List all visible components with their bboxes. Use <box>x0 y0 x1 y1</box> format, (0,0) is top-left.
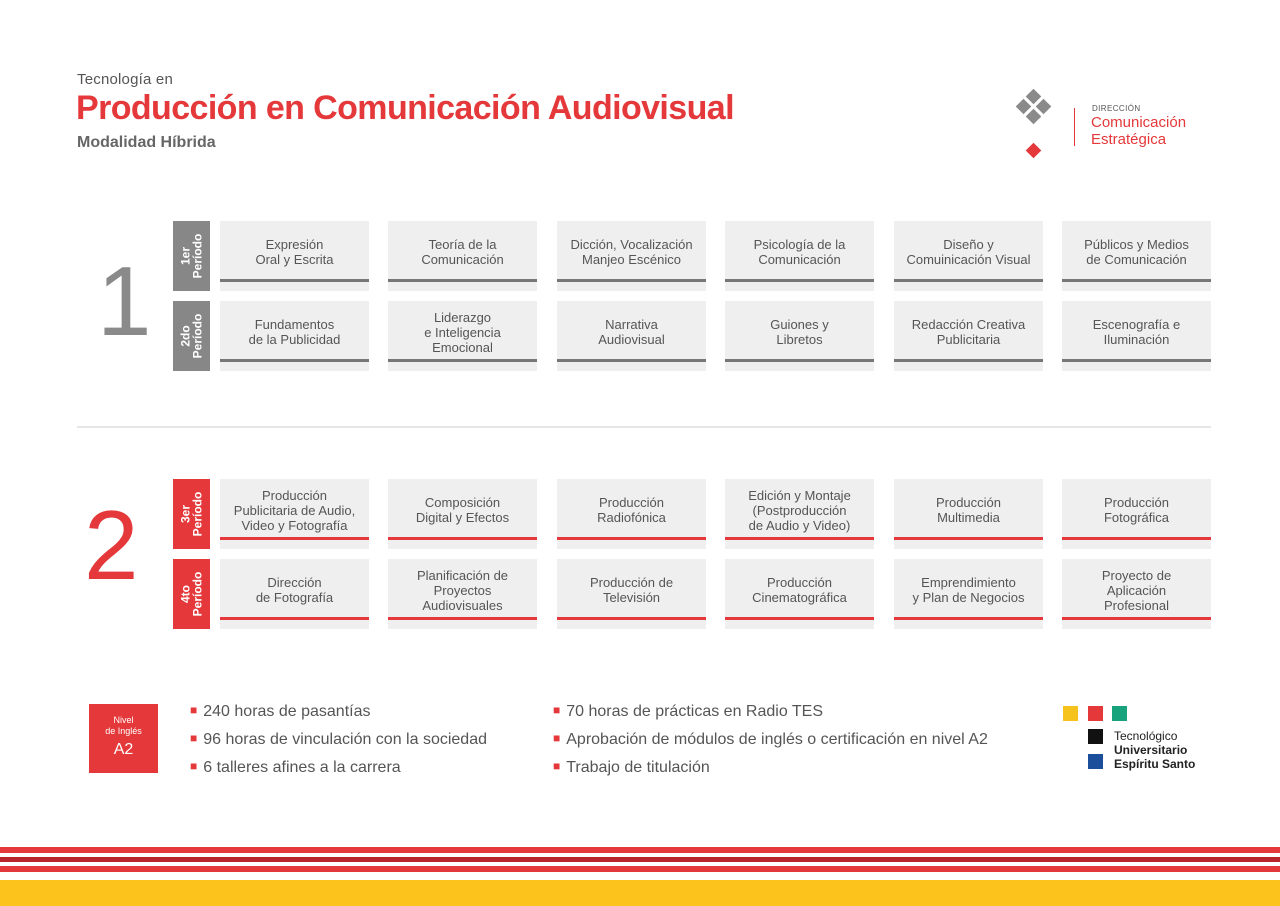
english-label-line-2: de Inglés <box>105 726 142 736</box>
course-underline <box>557 359 706 362</box>
period-label-3: 3er Período <box>173 479 210 549</box>
course-underline <box>220 537 369 540</box>
course-underline <box>894 279 1043 282</box>
course-underline <box>894 359 1043 362</box>
logo-square-green <box>1112 706 1127 721</box>
course-cell: Edición y Montaje (Postproducción de Audio y Video) <box>725 479 874 549</box>
list-item: ■ 6 talleres afines a la carrera <box>190 759 401 776</box>
course-cell: Psicología de la Comunicación <box>725 221 874 291</box>
course-cell: Proyecto de Aplicación Profesional <box>1062 559 1211 629</box>
course-cell: Expresión Oral y Escrita <box>220 221 369 291</box>
course-underline <box>725 279 874 282</box>
course-underline <box>388 359 537 362</box>
footer-stripe <box>0 847 1280 853</box>
course-underline <box>388 537 537 540</box>
course-cell: Emprendimiento y Plan de Negocios <box>894 559 1043 629</box>
course-cell: Producción Multimedia <box>894 479 1043 549</box>
logo-divider <box>1074 108 1075 146</box>
period-label-4: 4to Período <box>173 559 210 629</box>
course-cell: Planificación de Proyectos Audiovisuales <box>388 559 537 629</box>
course-underline <box>220 279 369 282</box>
course-underline <box>894 617 1043 620</box>
list-item: ■ Trabajo de titulación <box>553 759 710 776</box>
requirements-right-list <box>553 703 988 787</box>
course-cell: Públicos y Medios de Comunicación <box>1062 221 1211 291</box>
year-divider <box>77 426 1211 428</box>
course-cell: Dicción, Vocalización Manjeo Escénico <box>557 221 706 291</box>
course-underline <box>388 617 537 620</box>
course-underline <box>388 279 537 282</box>
footer-stripe-yellow <box>0 880 1280 906</box>
course-underline <box>1062 359 1211 362</box>
period-label-2: 2do Período <box>173 301 210 371</box>
year-number-2: 2 <box>84 490 139 600</box>
diamond-logo-icon <box>1010 89 1058 161</box>
brand-small-label: DIRECCIÓN <box>1092 104 1141 113</box>
logo-square-blue <box>1088 754 1103 769</box>
footer-stripe <box>0 857 1280 862</box>
course-underline <box>220 359 369 362</box>
course-cell: Producción Fotográfica <box>1062 479 1211 549</box>
course-cell: Producción de Televisión <box>557 559 706 629</box>
course-underline <box>894 537 1043 540</box>
program-modality: Modalidad Híbrida <box>77 134 216 151</box>
course-cell: Guiones y Libretos <box>725 301 874 371</box>
course-underline <box>725 537 874 540</box>
year-number-1: 1 <box>97 246 152 356</box>
program-title: Producción en Comunicación Audiovisual <box>76 89 734 127</box>
institution-name: Tecnológico Universitario Espíritu Santo <box>1114 729 1196 771</box>
course-underline <box>1062 279 1211 282</box>
course-underline <box>557 617 706 620</box>
course-cell: Producción Publicitaria de Audio, Video y Fotografía <box>220 479 369 549</box>
course-cell: Composición Digital y Efectos <box>388 479 537 549</box>
course-cell: Producción Radiofónica <box>557 479 706 549</box>
course-underline <box>725 617 874 620</box>
footer-stripe <box>0 866 1280 872</box>
course-cell: Narrativa Audiovisual <box>557 301 706 371</box>
course-underline <box>557 537 706 540</box>
list-item: ■ 70 horas de prácticas en Radio TES <box>553 703 823 720</box>
list-item: ■ Aprobación de módulos de inglés o certificación en nivel A2 <box>553 731 988 748</box>
course-cell: Liderazgo e Inteligencia Emocional <box>388 301 537 371</box>
logo-square-black <box>1088 729 1103 744</box>
course-cell: Producción Cinematográfica <box>725 559 874 629</box>
course-cell: Diseño y Comuinicación Visual <box>894 221 1043 291</box>
program-pre-title: Tecnología en <box>77 71 174 88</box>
course-underline <box>1062 617 1211 620</box>
brand-line-2: Estratégica <box>1091 131 1167 148</box>
course-underline <box>1062 537 1211 540</box>
course-cell: Teoría de la Comunicación <box>388 221 537 291</box>
course-underline <box>220 617 369 620</box>
logo-square-yellow <box>1063 706 1078 721</box>
period-label-1: 1er Período <box>173 221 210 291</box>
course-cell: Redacción Creativa Publicitaria <box>894 301 1043 371</box>
course-cell: Dirección de Fotografía <box>220 559 369 629</box>
logo-square-red <box>1088 706 1103 721</box>
brand-line-1: Comunicación <box>1091 114 1187 131</box>
course-cell: Escenografía e Iluminación <box>1062 301 1211 371</box>
english-level-badge <box>89 704 158 773</box>
english-label-line-1: Nivel <box>113 715 134 725</box>
list-item: ■ 240 horas de pasantías <box>190 703 371 720</box>
course-underline <box>557 279 706 282</box>
course-underline <box>725 359 874 362</box>
list-item: ■ 96 horas de vinculación con la sociedad <box>190 731 487 748</box>
english-level: A2 <box>113 741 134 758</box>
requirements-left-list <box>190 703 487 787</box>
course-cell: Fundamentos de la Publicidad <box>220 301 369 371</box>
